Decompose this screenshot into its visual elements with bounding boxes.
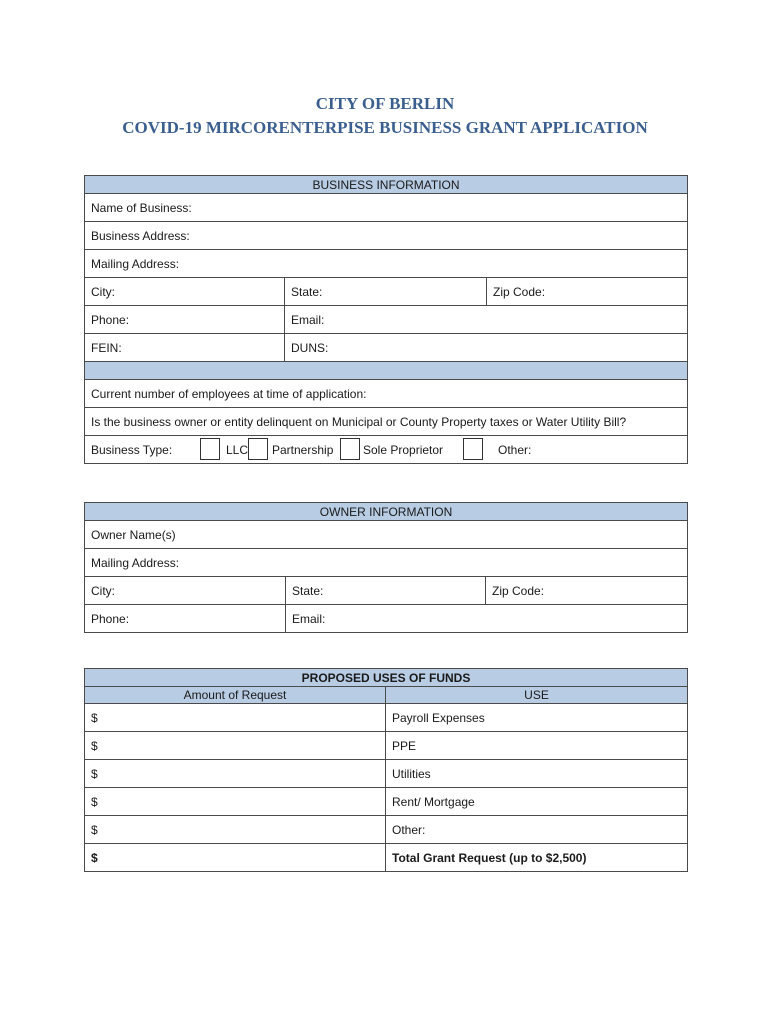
business-phone-field[interactable]: Phone: [85, 306, 285, 334]
business-type-label: Business Type: [91, 443, 173, 457]
section-divider [85, 362, 688, 380]
business-city-field[interactable]: City: [85, 278, 285, 306]
use-label: Utilities [386, 760, 688, 788]
business-section-header: BUSINESS INFORMATION [85, 176, 688, 194]
total-amount-field[interactable]: $ [85, 844, 386, 872]
amount-field[interactable]: $ [85, 732, 386, 760]
owner-info-table [84, 502, 688, 633]
sole-proprietor-checkbox[interactable] [340, 438, 360, 460]
business-email-field[interactable]: Email: [285, 306, 688, 334]
owner-email-field[interactable]: Email: [286, 605, 688, 633]
funds-row [85, 732, 688, 760]
business-state-field[interactable]: State: [285, 278, 487, 306]
form-title: COVID-19 MIRCORENTERPISE BUSINESS GRANT APPLICATION [122, 118, 648, 137]
partnership-checkbox[interactable] [248, 438, 268, 460]
business-address-field[interactable]: Business Address: [85, 222, 688, 250]
use-column-header: USE [386, 687, 688, 704]
use-label: PPE [386, 732, 688, 760]
business-name-field[interactable]: Name of Business: [85, 194, 688, 222]
owner-zip-field[interactable]: Zip Code: [486, 577, 688, 605]
funds-section-header: PROPOSED USES OF FUNDS [85, 669, 688, 687]
funds-table [84, 668, 688, 872]
amount-field[interactable]: $ [85, 816, 386, 844]
funds-row [85, 704, 688, 732]
amount-column-header: Amount of Request [85, 687, 386, 704]
business-fein-field[interactable]: FEIN: [85, 334, 285, 362]
city-title: CITY OF BERLIN [315, 94, 455, 113]
business-type-row [85, 436, 688, 464]
llc-checkbox[interactable] [200, 438, 220, 460]
delinquent-field[interactable]: Is the business owner or entity delinquent on Municipal or County Property taxes or Water Utility Bill? [85, 408, 688, 436]
amount-field[interactable]: $ [85, 788, 386, 816]
use-label[interactable]: Other: [386, 816, 688, 844]
llc-label: LLC [226, 443, 249, 457]
owner-mailing-field[interactable]: Mailing Address: [85, 549, 688, 577]
other-checkbox[interactable] [463, 438, 483, 460]
partnership-label: Partnership [272, 443, 334, 457]
employees-field[interactable]: Current number of employees at time of application: [85, 380, 688, 408]
funds-row [85, 788, 688, 816]
owner-city-field[interactable]: City: [85, 577, 286, 605]
business-zip-field[interactable]: Zip Code: [487, 278, 688, 306]
amount-field[interactable]: $ [85, 760, 386, 788]
total-label: Total Grant Request (up to $2,500) [386, 844, 688, 872]
use-label: Rent/ Mortgage [386, 788, 688, 816]
owner-state-field[interactable]: State: [286, 577, 486, 605]
amount-field[interactable]: $ [85, 704, 386, 732]
business-info-table [84, 175, 688, 464]
business-mailing-field[interactable]: Mailing Address: [85, 250, 688, 278]
owner-phone-field[interactable]: Phone: [85, 605, 286, 633]
funds-row [85, 760, 688, 788]
sole-proprietor-label: Sole Proprietor [363, 443, 444, 457]
owner-section-header: OWNER INFORMATION [85, 503, 688, 521]
other-label: Other: [498, 443, 532, 457]
funds-total-row [85, 844, 688, 872]
funds-row [85, 816, 688, 844]
owner-names-field[interactable]: Owner Name(s) [85, 521, 688, 549]
business-duns-field[interactable]: DUNS: [285, 334, 688, 362]
use-label: Payroll Expenses [386, 704, 688, 732]
